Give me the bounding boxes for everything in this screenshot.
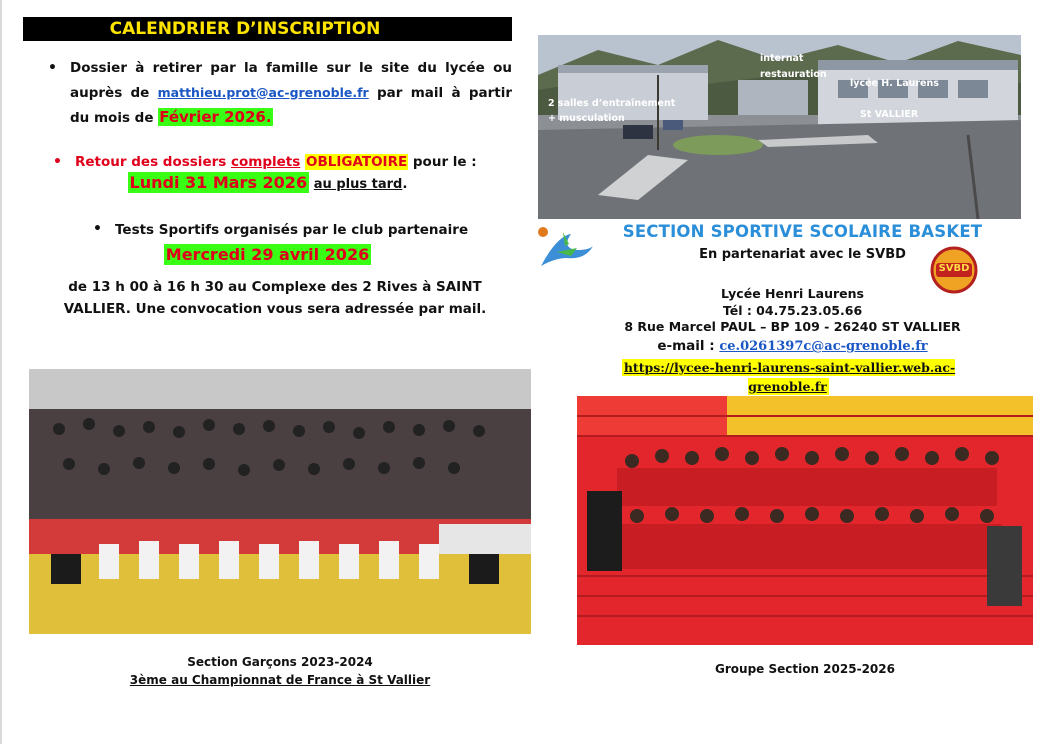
page-edge xyxy=(0,0,2,744)
item2-text-b: pour le : xyxy=(412,154,477,170)
label-town: St VALLIER xyxy=(860,109,919,120)
group-caption: Groupe Section 2025-2026 xyxy=(715,662,895,676)
label-gyms: 2 salles d’entraînement xyxy=(548,98,676,109)
item1-text-a: Dossier à retirer par la famille sur le site du lycée ou auprès de xyxy=(70,60,512,101)
boys-team-photo xyxy=(29,369,531,634)
campus-photo xyxy=(538,35,1021,219)
school-name: Lycée Henri Laurens xyxy=(721,286,864,301)
return-deadline xyxy=(23,173,512,192)
svbd-logo-text: SVBD xyxy=(938,263,970,274)
bullet-icon: • xyxy=(53,154,62,170)
tests-details: de 13 h 00 à 16 h 30 au Complexe des 2 Rives à SAINT VALLIER. Une convocation vous sera adressée par mail. xyxy=(63,279,487,317)
tests-date: Mercredi 29 avril 2026 xyxy=(165,245,370,264)
school-website-link[interactable]: https://lycee-henri-laurens-saint-vallier.web.ac-grenoble.fr xyxy=(623,360,956,394)
calendar-item-download xyxy=(48,56,513,131)
section-title: SECTION SPORTIVE SCOLAIRE BASKET xyxy=(622,222,983,241)
opening-date: Février 2026. xyxy=(159,108,272,126)
school-phone: Tél : 04.75.23.05.66 xyxy=(722,302,863,318)
prof-email-link[interactable]: matthieu.prot@ac-grenoble.fr xyxy=(157,84,369,100)
group-section-photo xyxy=(577,396,1033,645)
label-internat: internat xyxy=(760,53,804,64)
caption-left-line2: 3ème au Championnat de France à St Vallier xyxy=(129,673,431,687)
boys-team-caption xyxy=(30,653,530,689)
email-label: e-mail : xyxy=(657,338,715,354)
period: . xyxy=(402,176,408,192)
label-restauration: restauration xyxy=(760,69,827,80)
return-date: Lundi 31 Mars 2026 xyxy=(129,173,308,192)
calendar-item-return xyxy=(53,150,515,174)
label-lycee: lycée H. Laurens xyxy=(850,78,939,89)
label-musculation: + musculation xyxy=(548,113,625,124)
bullet-icon: • xyxy=(48,60,57,76)
item2-obligatoire: OBLIGATOIRE xyxy=(305,154,408,170)
calendar-title: CALENDRIER D’INSCRIPTION xyxy=(23,17,512,41)
bullet-icon: • xyxy=(93,221,102,237)
item2-complets: complets xyxy=(231,154,301,170)
calendar-item-tests xyxy=(93,221,515,238)
school-email-row xyxy=(600,338,985,354)
item2-text-a: Retour des dossiers xyxy=(75,154,227,170)
caption-left-line1: Section Garçons 2023-2024 xyxy=(187,655,373,669)
school-email-link[interactable]: ce.0261397c@ac-grenoble.fr xyxy=(719,339,928,354)
school-contact xyxy=(600,286,985,336)
item1-text-b: par mail à partir du mois de xyxy=(70,84,513,126)
partner-line: En partenariat avec le SVBD xyxy=(699,247,906,262)
au-plus-tard: au plus tard xyxy=(313,177,403,192)
school-address: 8 Rue Marcel PAUL – BP 109 - 26240 ST VALLIER xyxy=(624,319,961,334)
item3-text: Tests Sportifs organisés par le club partenaire xyxy=(115,222,469,238)
tests-date-line xyxy=(23,245,512,264)
school-logo-icon xyxy=(537,226,595,270)
school-website-row xyxy=(600,357,977,395)
